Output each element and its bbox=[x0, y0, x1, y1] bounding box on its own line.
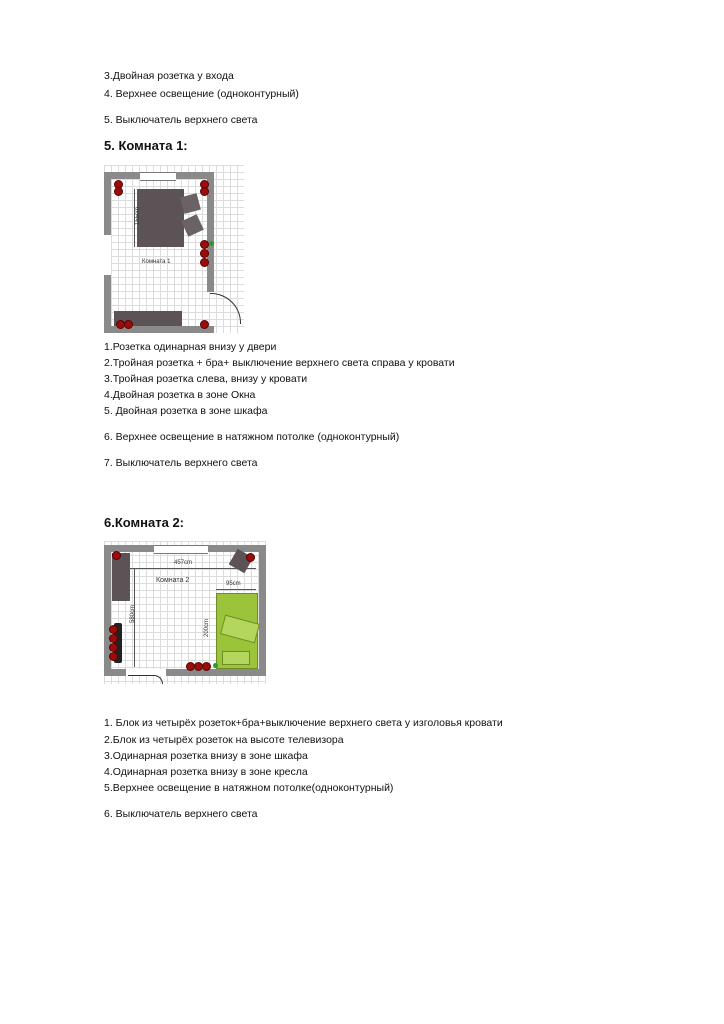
room2-outlet bbox=[202, 662, 211, 671]
room2-heading: 6.Комната 2: bbox=[104, 515, 185, 530]
room2-window bbox=[154, 545, 208, 554]
room2-switch bbox=[213, 663, 218, 668]
room2-item-1: 1. Блок из четырёх розеток+бра+выключение верхнего света у изголовья кровати bbox=[104, 717, 503, 729]
room2-outlet bbox=[112, 551, 121, 560]
room2-dim-bed-length-label: 200cm bbox=[204, 618, 211, 638]
room2-dim-left-label: 580cm bbox=[130, 604, 137, 624]
room2-wardrobe bbox=[112, 553, 130, 601]
room2-item-2: 2.Блок из четырёх розеток на высоте телевизора bbox=[104, 734, 344, 746]
room1-item-2: 2.Тройная розетка + бра+ выключение верхнего света справа у кровати bbox=[104, 357, 455, 369]
room1-dim-bed-label: 155cm bbox=[135, 206, 142, 226]
room2-dim-bed-width-line bbox=[216, 589, 256, 590]
room1-outlet bbox=[114, 187, 123, 196]
room1-outlet bbox=[200, 320, 209, 329]
room2-door bbox=[128, 675, 163, 684]
room2-item-5: 5.Верхнее освещение в натяжном потолке(одноконтурный) bbox=[104, 782, 394, 794]
room2-floor-plan bbox=[104, 541, 266, 684]
room1-switch bbox=[209, 241, 214, 246]
room1-wall-gap bbox=[104, 235, 111, 275]
room1-floor-plan bbox=[104, 165, 244, 333]
room1-plan-label: Комната 1 bbox=[142, 259, 171, 265]
room1-pillow-1 bbox=[180, 193, 201, 214]
room1-item-4: 4.Двойная розетка в зоне Окна bbox=[104, 389, 256, 401]
room2-wall-right bbox=[259, 545, 266, 676]
room1-outlet bbox=[200, 258, 209, 267]
room2-dim-top-line bbox=[130, 568, 256, 569]
room1-item-3: 3.Тройная розетка слева, внизу у кровати bbox=[104, 373, 308, 385]
intro-line-2: 4. Верхнее освещение (одноконтурный) bbox=[104, 88, 299, 100]
room2-item-3: 3.Одинарная розетка внизу в зоне шкафа bbox=[104, 750, 308, 762]
room1-heading: 5. Комната 1: bbox=[104, 138, 188, 153]
room1-window bbox=[140, 172, 176, 181]
room2-outlet bbox=[109, 652, 118, 661]
room1-bed bbox=[137, 189, 184, 247]
intro-line-3: 5. Выключатель верхнего света bbox=[104, 114, 258, 126]
room2-dim-top-label: 457cm bbox=[174, 560, 193, 566]
room1-lighting: 6. Верхнее освещение в натяжном потолке (одноконтурный) bbox=[104, 431, 400, 443]
room2-plan-label: Комната 2 bbox=[156, 577, 190, 584]
room2-outlet bbox=[109, 643, 118, 652]
room1-item-5: 5. Двойная розетка в зоне шкафа bbox=[104, 405, 268, 417]
room2-outlet bbox=[109, 625, 118, 634]
room1-outlet bbox=[200, 249, 209, 258]
room1-switch-text: 7. Выключатель верхнего света bbox=[104, 457, 258, 469]
room1-item-1: 1.Розетка одинарная внизу у двери bbox=[104, 341, 277, 353]
room1-outlet bbox=[200, 240, 209, 249]
room1-door bbox=[210, 293, 241, 324]
intro-line-1: 3.Двойная розетка у входа bbox=[104, 70, 234, 82]
room2-item-4: 4.Одинарная розетка внизу в зоне кресла bbox=[104, 766, 308, 778]
room2-pillow bbox=[222, 651, 250, 665]
room2-dim-bed-width-label: 95cm bbox=[226, 581, 241, 587]
room2-outlet bbox=[246, 553, 255, 562]
room2-switch-text: 6. Выключатель верхнего света bbox=[104, 808, 258, 820]
room2-outlet bbox=[109, 634, 118, 643]
room1-pillow-2 bbox=[181, 214, 204, 237]
room1-outlet bbox=[200, 187, 209, 196]
room1-outlet bbox=[124, 320, 133, 329]
